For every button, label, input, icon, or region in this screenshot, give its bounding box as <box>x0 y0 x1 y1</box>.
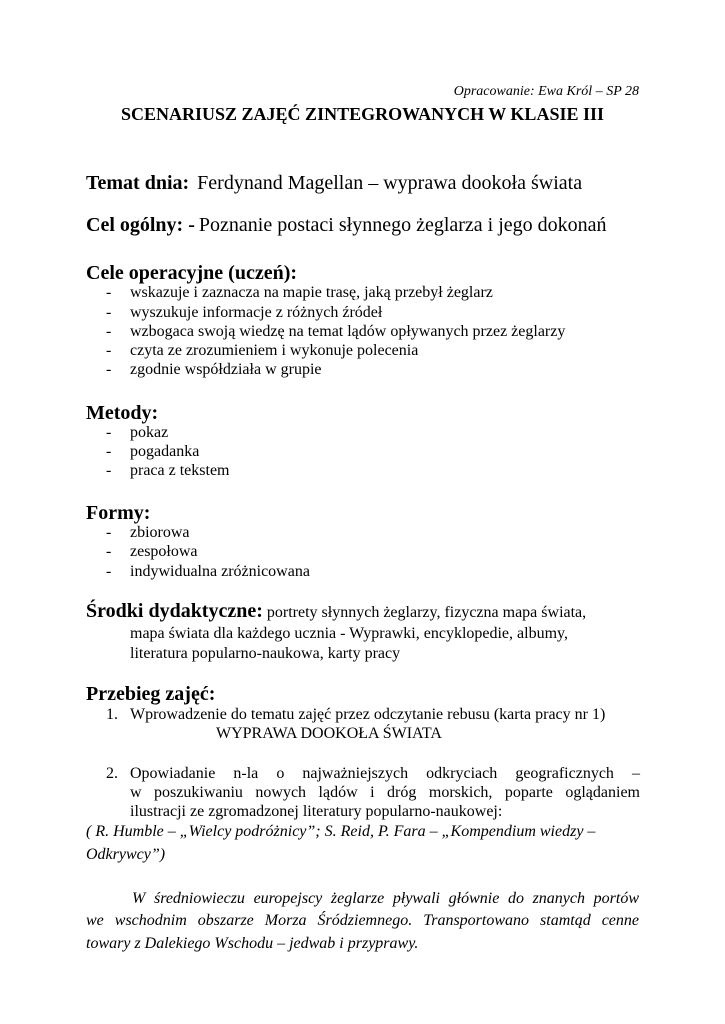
story-line-2: we wschodnim obszarze Morza Śródziemnego. Transportowano stamtąd cenne <box>86 912 639 929</box>
bullet-dash: - <box>106 361 112 378</box>
objective-item: wzbogaca swoją wiedzę na temat lądów opływanych przez żeglarzy <box>130 323 566 340</box>
step-number: 2. <box>106 765 118 782</box>
document-title: SCENARIUSZ ZAJĘĆ ZINTEGROWANYCH W KLASIE III <box>121 104 604 124</box>
story-line-3: towary z Dalekiego Wschodu – jedwab i przyprawy. <box>86 935 419 952</box>
form-item: zbiorowa <box>130 524 190 541</box>
references-line-1: ( R. Humble – „Wielcy podróżnicy”; S. Reid, P. Fara – „Kompendium wiedzy – <box>86 823 596 840</box>
objectives-heading: Cele operacyjne (uczeń): <box>86 262 298 284</box>
forms-heading: Formy: <box>86 502 151 524</box>
step-2-line-2: w poszukiwaniu nowych lądów i dróg morskich, poparte oglądaniem <box>130 784 640 801</box>
resources-text-1: portrety słynnych żeglarzy, fizyczna mapa świata, <box>266 604 587 621</box>
author-note: Opracowanie: Ewa Król – SP 28 <box>453 84 639 99</box>
step-1-text: Wprowadzenie do tematu zajęć przez odczytanie rebusu (karta pracy nr 1) <box>130 706 606 723</box>
resources-text-3: literatura popularno-naukowa, karty pracy <box>130 645 401 662</box>
step-2-line-1: Opowiadanie n-la o najważniejszych odkryciach geograficznych – <box>130 765 640 782</box>
bullet-dash: - <box>106 342 112 359</box>
rebus-answer: WYPRAWA DOOKOŁA ŚWIATA <box>216 725 442 742</box>
method-item: pogadanka <box>130 443 200 460</box>
method-item: pokaz <box>130 424 169 441</box>
bullet-dash: - <box>106 304 112 321</box>
bullet-dash: - <box>106 543 112 560</box>
step-number: 1. <box>106 706 118 723</box>
topic-value: Ferdynand Magellan – wyprawa dookoła świata <box>197 172 583 194</box>
goal-value: Poznanie postaci słynnego żeglarza i jego dokonań <box>198 214 607 236</box>
method-item: praca z tekstem <box>130 462 230 479</box>
bullet-dash: - <box>106 323 112 340</box>
bullet-dash: - <box>106 443 112 460</box>
bullet-dash: - <box>106 462 112 479</box>
bullet-dash: - <box>106 424 112 441</box>
goal-label: Cel ogólny: - <box>86 214 195 236</box>
step-2-line-3: ilustracji ze zgromadzonej literatury popularno-naukowej: <box>130 803 503 820</box>
topic-line <box>86 172 582 195</box>
objective-item: wyszukuje informacje z różnych źródeł <box>130 304 383 321</box>
form-item: indywidualna zróżnicowana <box>130 563 310 580</box>
resources-heading: Środki dydaktyczne: <box>86 600 263 622</box>
course-heading: Przebieg zajęć: <box>86 683 216 705</box>
bullet-dash: - <box>106 563 112 580</box>
bullet-dash: - <box>106 284 112 301</box>
objective-item: wskazuje i zaznacza na mapie trasę, jaką przebył żeglarz <box>130 284 493 301</box>
resources-line-1 <box>86 600 586 623</box>
objective-item: zgodnie współdziała w grupie <box>130 361 322 378</box>
references-line-2: Odkrywcy”) <box>86 846 166 863</box>
objective-item: czyta ze zrozumieniem i wykonuje polecenia <box>130 342 419 359</box>
form-item: zespołowa <box>130 543 198 560</box>
bullet-dash: - <box>106 524 112 541</box>
topic-label: Temat dnia: <box>86 172 190 194</box>
methods-heading: Metody: <box>86 402 159 424</box>
story-line-1: W średniowieczu europejscy żeglarze pływali głównie do znanych portów <box>132 890 639 907</box>
goal-line <box>86 214 607 237</box>
resources-text-2: mapa świata dla każdego ucznia - Wyprawki, encyklopedie, albumy, <box>130 625 568 642</box>
